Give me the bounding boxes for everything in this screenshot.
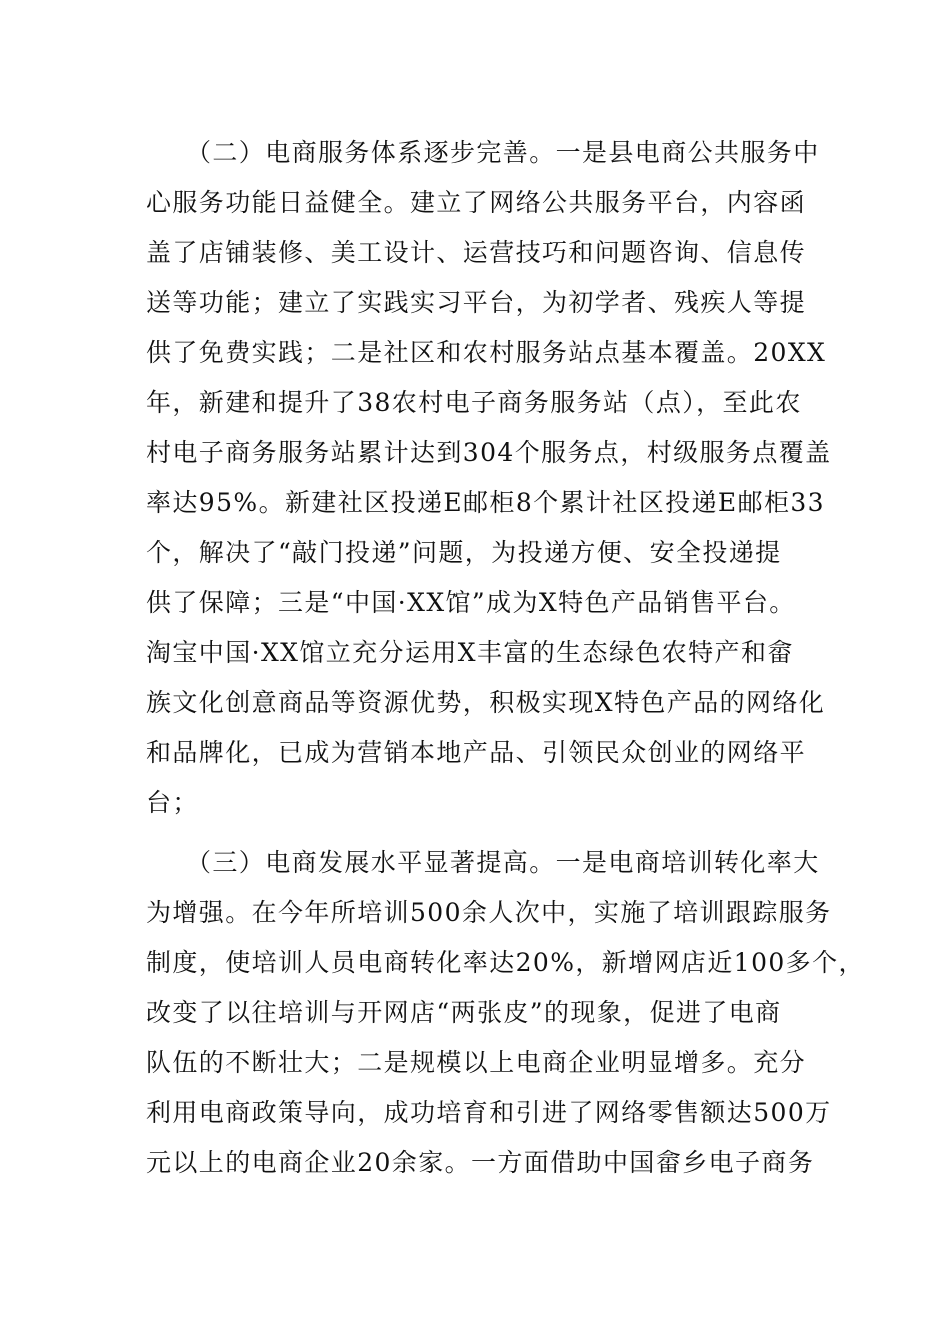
text-line: 制度，使培训人员电商转化率达20%，新增网店近100多个， bbox=[146, 948, 865, 977]
text-line: 利用电商政策导向，成功培育和引进了网络零售额达500万 bbox=[146, 1098, 832, 1127]
text-line: 盖了店铺装修、美工设计、运营技巧和问题咨询、信息传 bbox=[146, 238, 807, 267]
text-line: 心服务功能日益健全。建立了网络公共服务平台，内容函 bbox=[146, 188, 807, 217]
text-line: 淘宝中国·XX馆立充分运用X丰富的生态绿色农特产和畲 bbox=[146, 638, 794, 667]
text-line: 率达95%。新建社区投递E邮柜8个累计社区投递E邮柜33 bbox=[146, 488, 825, 517]
text-line: 供了保障；三是“中国·XX馆”成为X特色产品销售平台。 bbox=[146, 588, 796, 617]
text-line: 为增强。在今年所培训500余人次中，实施了培训跟踪服务 bbox=[146, 898, 832, 927]
text-line: 队伍的不断壮大；二是规模以上电商企业明显增多。充分 bbox=[146, 1048, 807, 1077]
text-line: 元以上的电商企业20余家。一方面借助中国畲乡电子商务 bbox=[146, 1148, 815, 1177]
text-line: 供了免费实践；二是社区和农村服务站点基本覆盖。20XX bbox=[146, 338, 827, 367]
text-line: 台； bbox=[146, 788, 199, 817]
text-line: （二）电商服务体系逐步完善。一是县电商公共服务中 bbox=[186, 138, 820, 167]
text-line: 和品牌化，已成为营销本地产品、引领民众创业的网络平 bbox=[146, 738, 807, 767]
text-line: 年，新建和提升了38农村电子商务服务站（点），至此农 bbox=[146, 388, 802, 417]
text-line: 个，解决了“敲门投递”问题，为投递方便、安全投递提 bbox=[146, 538, 782, 567]
text-line: （三）电商发展水平显著提高。一是电商培训转化率大 bbox=[186, 848, 820, 877]
text-line: 族文化创意商品等资源优势，积极实现X特色产品的网络化 bbox=[146, 688, 826, 717]
text-line: 送等功能；建立了实践实习平台，为初学者、残疾人等提 bbox=[146, 288, 807, 317]
text-line: 村电子商务服务站累计达到304个服务点，村级服务点覆盖 bbox=[146, 438, 832, 467]
text-line: 改变了以往培训与开网店“两张皮”的现象，促进了电商 bbox=[146, 998, 782, 1027]
